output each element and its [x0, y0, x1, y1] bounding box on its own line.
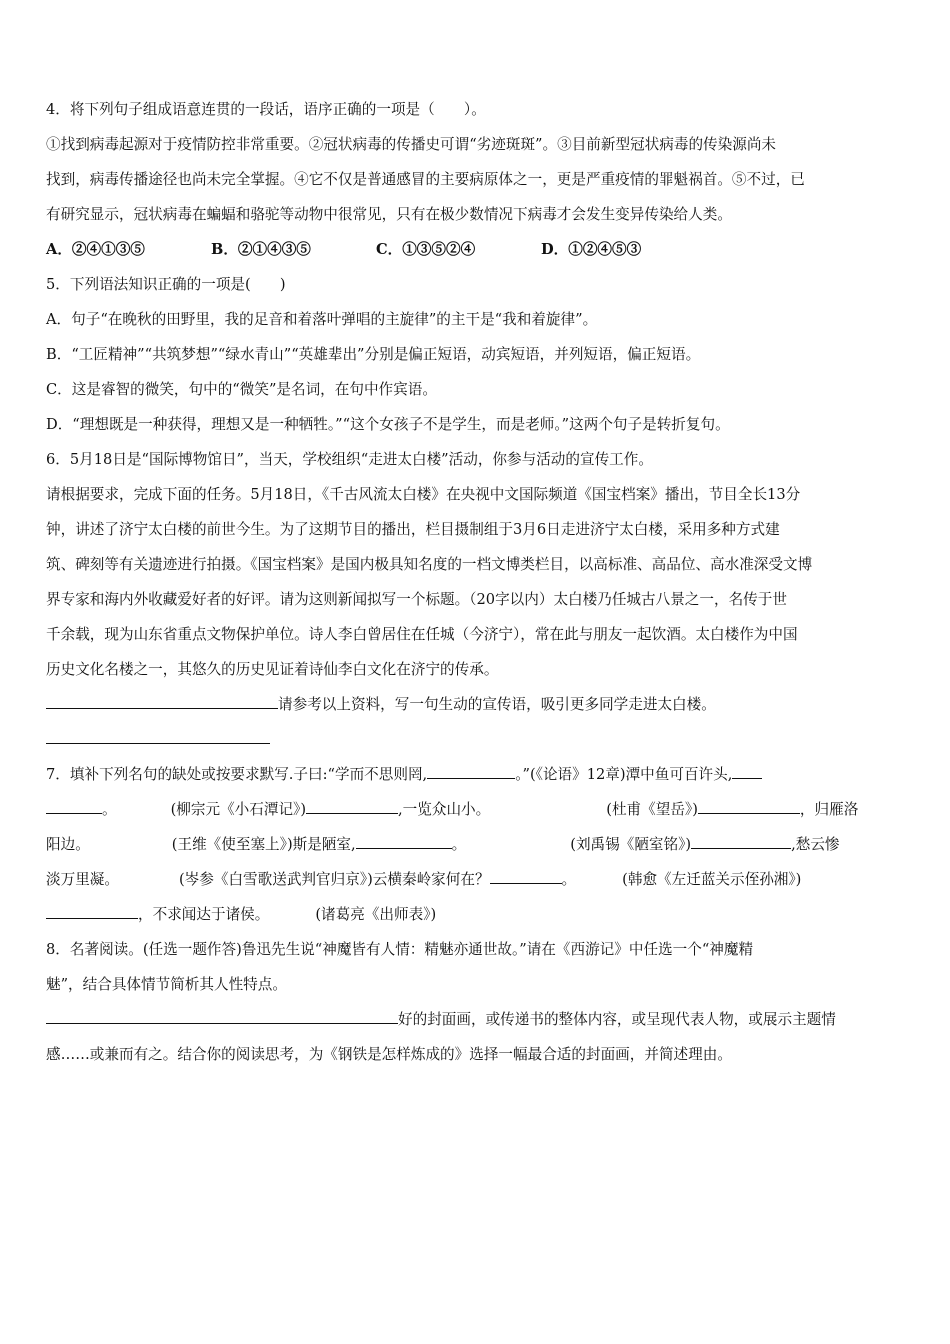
q7-line-5	[46, 903, 908, 927]
q7-l3c: 。	[451, 836, 467, 853]
q7-l2a: 。	[102, 801, 117, 818]
q7-blank-3[interactable]	[306, 799, 398, 814]
q4-line-2: 找到，病毒传播途径也尚未完全掌握。④它不仅是普通感冒的主要病原体之一，更是严重疫情的罪魁祸首。⑤不过，已	[46, 171, 805, 188]
q7-l2b: (柳宗元《小石潭记》)	[170, 801, 307, 818]
q7-line-2	[46, 798, 908, 822]
q4-option-d: D．①②④⑤③	[541, 241, 642, 258]
q8-line-2: 魅”，结合具体情节简析其人性特点。	[46, 976, 287, 993]
q4-stem: 4．将下列句子组成语意连贯的一段话，语序正确的一项是（ ）。	[46, 101, 486, 118]
q4-options	[46, 238, 908, 262]
q7-l3a: 阳边。	[46, 836, 90, 853]
q7-l3e: ,愁云惨	[791, 836, 840, 853]
q7-l4c: 。	[561, 871, 577, 888]
exam-page	[46, 98, 908, 1078]
q7-l2e: ，归雁洛	[799, 801, 859, 818]
q6-slogan-line	[46, 693, 908, 717]
q4-option-a: A．②④①③⑤	[46, 241, 145, 258]
q6-line-4: 界专家和海内外收藏爱好者的好评。请为这则新闻拟写一个标题。（20字以内）太白楼乃任城古八景之一，名传于世	[46, 591, 787, 608]
q7-blank-7[interactable]	[490, 869, 562, 884]
q7-blank-5[interactable]	[356, 834, 452, 849]
q7-l3d: (刘禹锡《陋室铭》)	[570, 836, 692, 853]
q5-option-a: A．句子“在晚秋的田野里，我的足音和着落叶弹唱的主旋律”的主干是“我和着旋律”。	[46, 311, 598, 328]
q8-stem: 8．名著阅读。(任选一题作答)鲁迅先生说“神魔皆有人情：精魅亦通世故。”请在《西游记》中任选一个“神魔精	[46, 941, 754, 958]
q6-line-2: 钟，讲述了济宁太白楼的前世今生。为了这期节目的播出，栏目摄制组于3月6日走进济宁太白楼，采用多种方式建	[46, 521, 780, 538]
q6-title-blank[interactable]	[46, 694, 278, 709]
q4-line-1: ①找到病毒起源对于疫情防控非常重要。②冠状病毒的传播史可谓“劣迹斑斑”。③目前新型冠状病毒的传染源尚未	[46, 136, 777, 153]
q5-stem: 5．下列语法知识正确的一项是( )	[46, 276, 286, 293]
q4-option-b: B．②①④③⑤	[211, 241, 311, 258]
q6-stem: 6．5月18日是“国际博物馆日”，当天，学校组织“走进太白楼”活动，你参与活动的宣传工作。	[46, 451, 653, 468]
q7-line-4	[46, 868, 908, 892]
q7-line-1	[46, 763, 908, 787]
q5-option-d: D．“理想既是一种获得，理想又是一种牺牲。”“这个女孩子不是学生，而是老师。”这两个句子是转折复句。	[46, 416, 730, 433]
q7-l1b: 。”(《论语》12章)潭中鱼可百许头,	[515, 766, 733, 783]
q7-l5b: (诸葛亮《出师表》)	[315, 906, 437, 923]
q6-slogan-blank[interactable]	[46, 729, 270, 744]
q6-answer-line	[46, 728, 908, 752]
q7-line-3	[46, 833, 908, 857]
q7-l1a: 7．填补下列名句的缺处或按要求默写.子曰:“学而不思则罔,	[46, 766, 428, 783]
q7-l2c: ,一览众山小。	[398, 801, 491, 818]
q7-l4d: (韩愈《左迁蓝关示侄孙湘》)	[622, 871, 802, 888]
q7-blank-6[interactable]	[691, 834, 791, 849]
q6-line-1: 请根据要求，完成下面的任务。5月18日，《千古风流太白楼》在央视中文国际频道《国宝档案》播出，节目全长13分	[46, 486, 801, 503]
q4-line-3: 有研究显示，冠状病毒在蝙蝠和骆驼等动物中很常见，只有在极少数情况下病毒才会发生变异传染给人类。	[46, 206, 732, 223]
q8-line-4: 感……或兼而有之。结合你的阅读思考，为《钢铁是怎样炼成的》选择一幅最合适的封面画，并简述理由。	[46, 1046, 732, 1063]
q7-l2d: (杜甫《望岳》)	[606, 801, 698, 818]
q6-tail: 请参考以上资料，写一句生动的宣传语，吸引更多同学走进太白楼。	[278, 696, 716, 713]
q7-l4a: 淡万里凝。	[46, 871, 119, 888]
q7-l5a: ，不求闻达于诸侯。	[138, 906, 270, 923]
q7-blank-8[interactable]	[46, 904, 138, 919]
q8-line-3	[46, 1008, 908, 1032]
q8-blank[interactable]	[46, 1009, 398, 1024]
q7-blank-1[interactable]	[427, 764, 515, 779]
q5-option-c: C．这是睿智的微笑，句中的“微笑”是名词，在句中作宾语。	[46, 381, 437, 398]
q7-blank-4[interactable]	[698, 799, 800, 814]
q8-l3: 好的封面画，或传递书的整体内容，或呈现代表人物，或展示主题情	[398, 1011, 836, 1028]
q6-line-6: 历史文化名楼之一，其悠久的历史见证着诗仙李白文化在济宁的传承。	[46, 661, 499, 678]
q6-line-5: 千余载，现为山东省重点文物保护单位。诗人李白曾居住在任城（今济宁），常在此与朋友一起饮酒。太白楼作为中国	[46, 626, 798, 643]
q5-option-b: B．“工匠精神”“共筑梦想”“绿水青山”“英雄辈出”分别是偏正短语，动宾短语，并列短语，偏正短语。	[46, 346, 701, 363]
q7-l3b: (王维《使至塞上》)斯是陋室,	[171, 836, 356, 853]
q7-l4b: (岑参《白雪歌送武判官归京》)云横秦岭家何在？	[178, 871, 490, 888]
q6-line-3: 筑、碑刻等有关遗迹进行拍摄。《国宝档案》是国内极具知名度的一档文博类栏目，以高标准、高品位、高水准深受文博	[46, 556, 813, 573]
q7-blank-2b[interactable]	[46, 799, 102, 814]
q4-option-c: C．①③⑤②④	[376, 241, 476, 258]
q7-blank-2a[interactable]	[732, 764, 762, 779]
